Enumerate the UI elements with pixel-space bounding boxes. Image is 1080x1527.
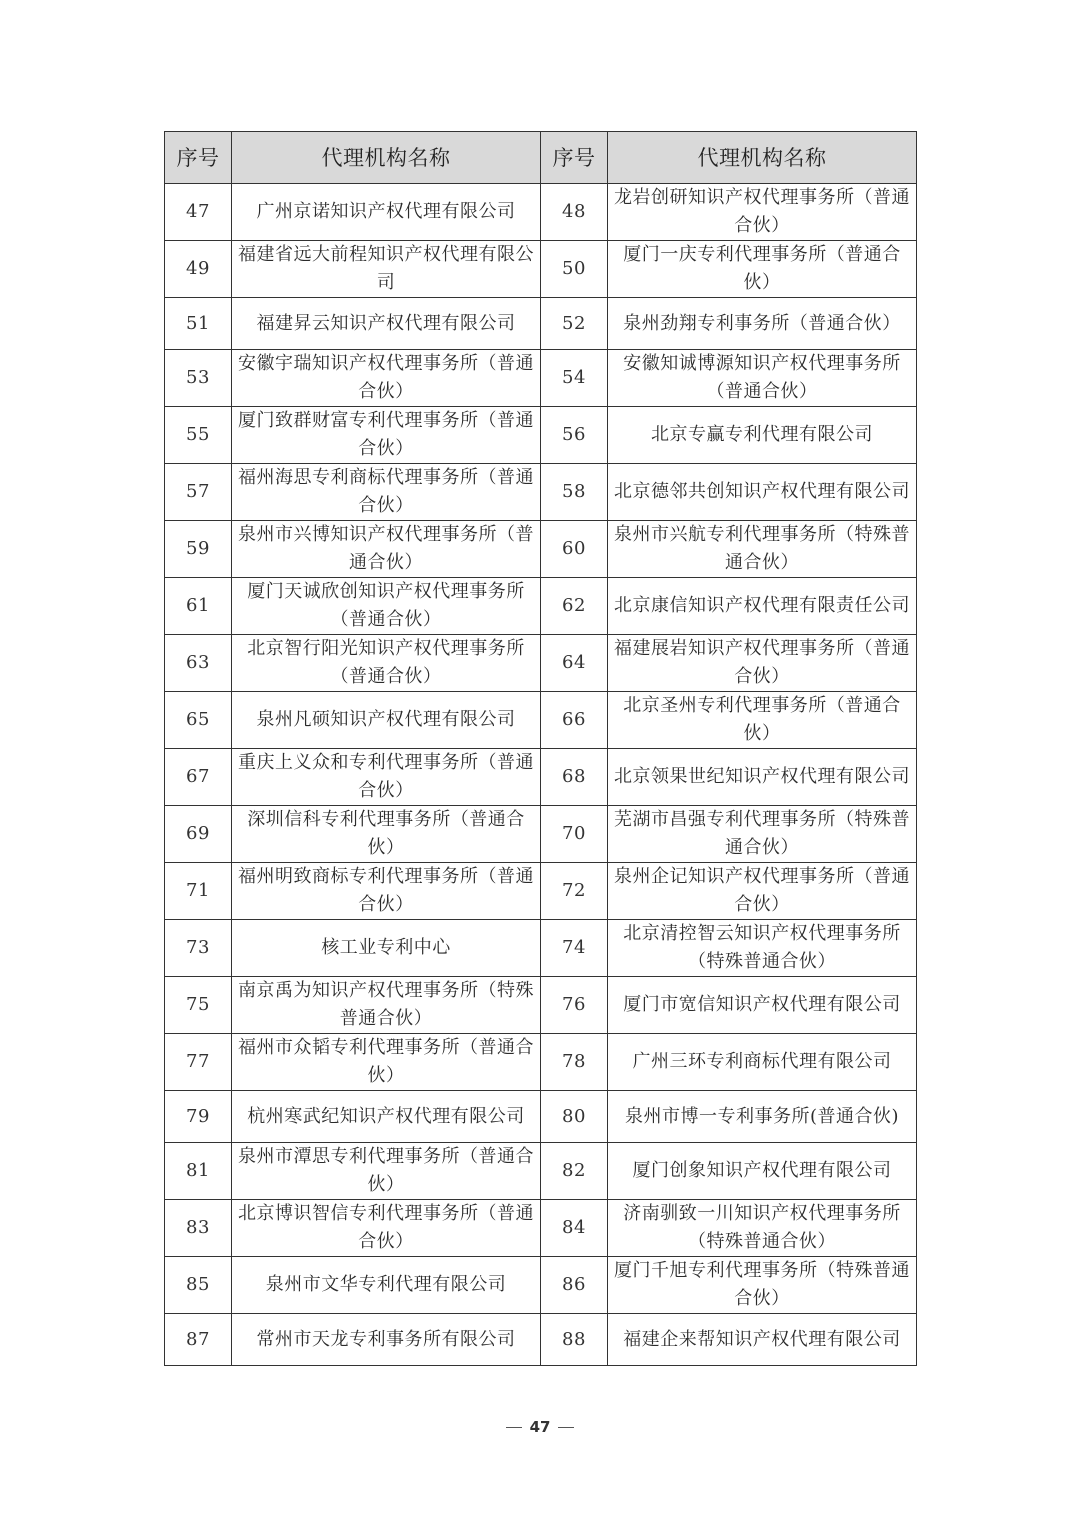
cell-agency-name-left: 安徽宇瑞知识产权代理事务所（普通合伙） [232, 350, 541, 407]
cell-agency-name-right: 济南驯致一川知识产权代理事务所（特殊普通合伙） [608, 1200, 917, 1257]
table-row [165, 635, 917, 692]
table-row [165, 806, 917, 863]
cell-agency-name-left: 福州市众韬专利代理事务所（普通合伙） [232, 1034, 541, 1091]
cell-serial-left: 53 [165, 350, 232, 407]
table-row [165, 1257, 917, 1314]
cell-agency-name-right: 厦门一庆专利代理事务所（普通合伙） [608, 241, 917, 298]
cell-agency-name-left: 泉州市文华专利代理有限公司 [232, 1257, 541, 1314]
cell-serial-left: 75 [165, 977, 232, 1034]
cell-serial-right: 86 [541, 1257, 608, 1314]
cell-serial-left: 49 [165, 241, 232, 298]
cell-serial-left: 87 [165, 1314, 232, 1366]
agency-table [164, 131, 917, 1366]
cell-agency-name-left: 福州明致商标专利代理事务所（普通合伙） [232, 863, 541, 920]
cell-serial-left: 59 [165, 521, 232, 578]
cell-agency-name-left: 北京博识智信专利代理事务所（普通合伙） [232, 1200, 541, 1257]
cell-serial-left: 85 [165, 1257, 232, 1314]
cell-serial-left: 63 [165, 635, 232, 692]
table-row [165, 863, 917, 920]
cell-serial-right: 54 [541, 350, 608, 407]
cell-agency-name-right: 泉州市兴航专利代理事务所（特殊普通合伙） [608, 521, 917, 578]
table-row [165, 464, 917, 521]
cell-serial-left: 77 [165, 1034, 232, 1091]
table-row [165, 350, 917, 407]
cell-agency-name-left: 南京禹为知识产权代理事务所（特殊普通合伙） [232, 977, 541, 1034]
cell-agency-name-right: 北京专赢专利代理有限公司 [608, 407, 917, 464]
table-row [165, 578, 917, 635]
cell-agency-name-right: 福建企来帮知识产权代理有限公司 [608, 1314, 917, 1366]
cell-agency-name-right: 北京清控智云知识产权代理事务所（特殊普通合伙） [608, 920, 917, 977]
page-number: 47 [529, 1418, 551, 1436]
cell-serial-right: 84 [541, 1200, 608, 1257]
cell-agency-name-right: 北京圣州专利代理事务所（普通合伙） [608, 692, 917, 749]
cell-agency-name-right: 泉州企记知识产权代理事务所（普通合伙） [608, 863, 917, 920]
table-row [165, 241, 917, 298]
header-agency-name-right: 代理机构名称 [608, 132, 917, 184]
cell-serial-right: 78 [541, 1034, 608, 1091]
cell-agency-name-right: 厦门千旭专利代理事务所（特殊普通合伙） [608, 1257, 917, 1314]
table-row [165, 749, 917, 806]
table-row [165, 184, 917, 241]
cell-agency-name-left: 常州市天龙专利事务所有限公司 [232, 1314, 541, 1366]
cell-agency-name-right: 泉州市博一专利事务所(普通合伙) [608, 1091, 917, 1143]
cell-serial-left: 47 [165, 184, 232, 241]
cell-agency-name-right: 安徽知诚博源知识产权代理事务所（普通合伙） [608, 350, 917, 407]
cell-serial-right: 52 [541, 298, 608, 350]
cell-agency-name-left: 厦门天诚欣创知识产权代理事务所（普通合伙） [232, 578, 541, 635]
cell-serial-right: 74 [541, 920, 608, 977]
table-row [165, 920, 917, 977]
footer-dash-left [506, 1427, 522, 1428]
cell-agency-name-left: 核工业专利中心 [232, 920, 541, 977]
cell-agency-name-right: 广州三环专利商标代理有限公司 [608, 1034, 917, 1091]
cell-serial-left: 61 [165, 578, 232, 635]
table-row [165, 521, 917, 578]
cell-agency-name-left: 泉州市潭思专利代理事务所（普通合伙） [232, 1143, 541, 1200]
cell-agency-name-right: 龙岩创研知识产权代理事务所（普通合伙） [608, 184, 917, 241]
header-serial-left: 序号 [165, 132, 232, 184]
cell-serial-left: 51 [165, 298, 232, 350]
table-header-row [165, 132, 917, 184]
cell-serial-right: 60 [541, 521, 608, 578]
cell-serial-right: 64 [541, 635, 608, 692]
page-footer [0, 1418, 1080, 1436]
table-row [165, 1034, 917, 1091]
table-row [165, 407, 917, 464]
cell-serial-right: 62 [541, 578, 608, 635]
cell-serial-right: 76 [541, 977, 608, 1034]
cell-agency-name-right: 福建展岩知识产权代理事务所（普通合伙） [608, 635, 917, 692]
cell-agency-name-left: 深圳信科专利代理事务所（普通合伙） [232, 806, 541, 863]
cell-serial-left: 81 [165, 1143, 232, 1200]
cell-agency-name-left: 福建昇云知识产权代理有限公司 [232, 298, 541, 350]
cell-serial-left: 79 [165, 1091, 232, 1143]
cell-serial-left: 55 [165, 407, 232, 464]
cell-agency-name-right: 厦门创象知识产权代理有限公司 [608, 1143, 917, 1200]
cell-agency-name-left: 泉州凡硕知识产权代理有限公司 [232, 692, 541, 749]
table-row [165, 1091, 917, 1143]
cell-serial-left: 57 [165, 464, 232, 521]
cell-agency-name-right: 北京领果世纪知识产权代理有限公司 [608, 749, 917, 806]
table-row [165, 692, 917, 749]
table-row [165, 977, 917, 1034]
cell-agency-name-left: 广州京诺知识产权代理有限公司 [232, 184, 541, 241]
cell-agency-name-right: 泉州劲翔专利事务所（普通合伙） [608, 298, 917, 350]
cell-serial-left: 69 [165, 806, 232, 863]
cell-serial-right: 66 [541, 692, 608, 749]
cell-serial-left: 83 [165, 1200, 232, 1257]
cell-agency-name-right: 北京康信知识产权代理有限责任公司 [608, 578, 917, 635]
cell-agency-name-left: 福建省远大前程知识产权代理有限公司 [232, 241, 541, 298]
cell-agency-name-right: 北京德邻共创知识产权代理有限公司 [608, 464, 917, 521]
cell-serial-right: 82 [541, 1143, 608, 1200]
footer-dash-right [558, 1427, 574, 1428]
cell-agency-name-left: 福州海思专利商标代理事务所（普通合伙） [232, 464, 541, 521]
table-row [165, 1200, 917, 1257]
cell-agency-name-left: 泉州市兴博知识产权代理事务所（普通合伙） [232, 521, 541, 578]
cell-serial-right: 72 [541, 863, 608, 920]
cell-agency-name-right: 厦门市宽信知识产权代理有限公司 [608, 977, 917, 1034]
cell-serial-right: 50 [541, 241, 608, 298]
cell-serial-right: 68 [541, 749, 608, 806]
cell-agency-name-left: 厦门致群财富专利代理事务所（普通合伙） [232, 407, 541, 464]
cell-agency-name-left: 北京智行阳光知识产权代理事务所（普通合伙） [232, 635, 541, 692]
cell-serial-right: 70 [541, 806, 608, 863]
cell-agency-name-right: 芜湖市昌强专利代理事务所（特殊普通合伙） [608, 806, 917, 863]
table-row [165, 1143, 917, 1200]
cell-agency-name-left: 杭州寒武纪知识产权代理有限公司 [232, 1091, 541, 1143]
header-agency-name-left: 代理机构名称 [232, 132, 541, 184]
cell-serial-right: 80 [541, 1091, 608, 1143]
table-row [165, 298, 917, 350]
cell-serial-right: 58 [541, 464, 608, 521]
cell-serial-left: 71 [165, 863, 232, 920]
cell-serial-right: 48 [541, 184, 608, 241]
cell-agency-name-left: 重庆上义众和专利代理事务所（普通合伙） [232, 749, 541, 806]
table-row [165, 1314, 917, 1366]
cell-serial-right: 88 [541, 1314, 608, 1366]
header-serial-right: 序号 [541, 132, 608, 184]
cell-serial-left: 67 [165, 749, 232, 806]
cell-serial-left: 73 [165, 920, 232, 977]
table-body [165, 184, 917, 1366]
cell-serial-right: 56 [541, 407, 608, 464]
cell-serial-left: 65 [165, 692, 232, 749]
